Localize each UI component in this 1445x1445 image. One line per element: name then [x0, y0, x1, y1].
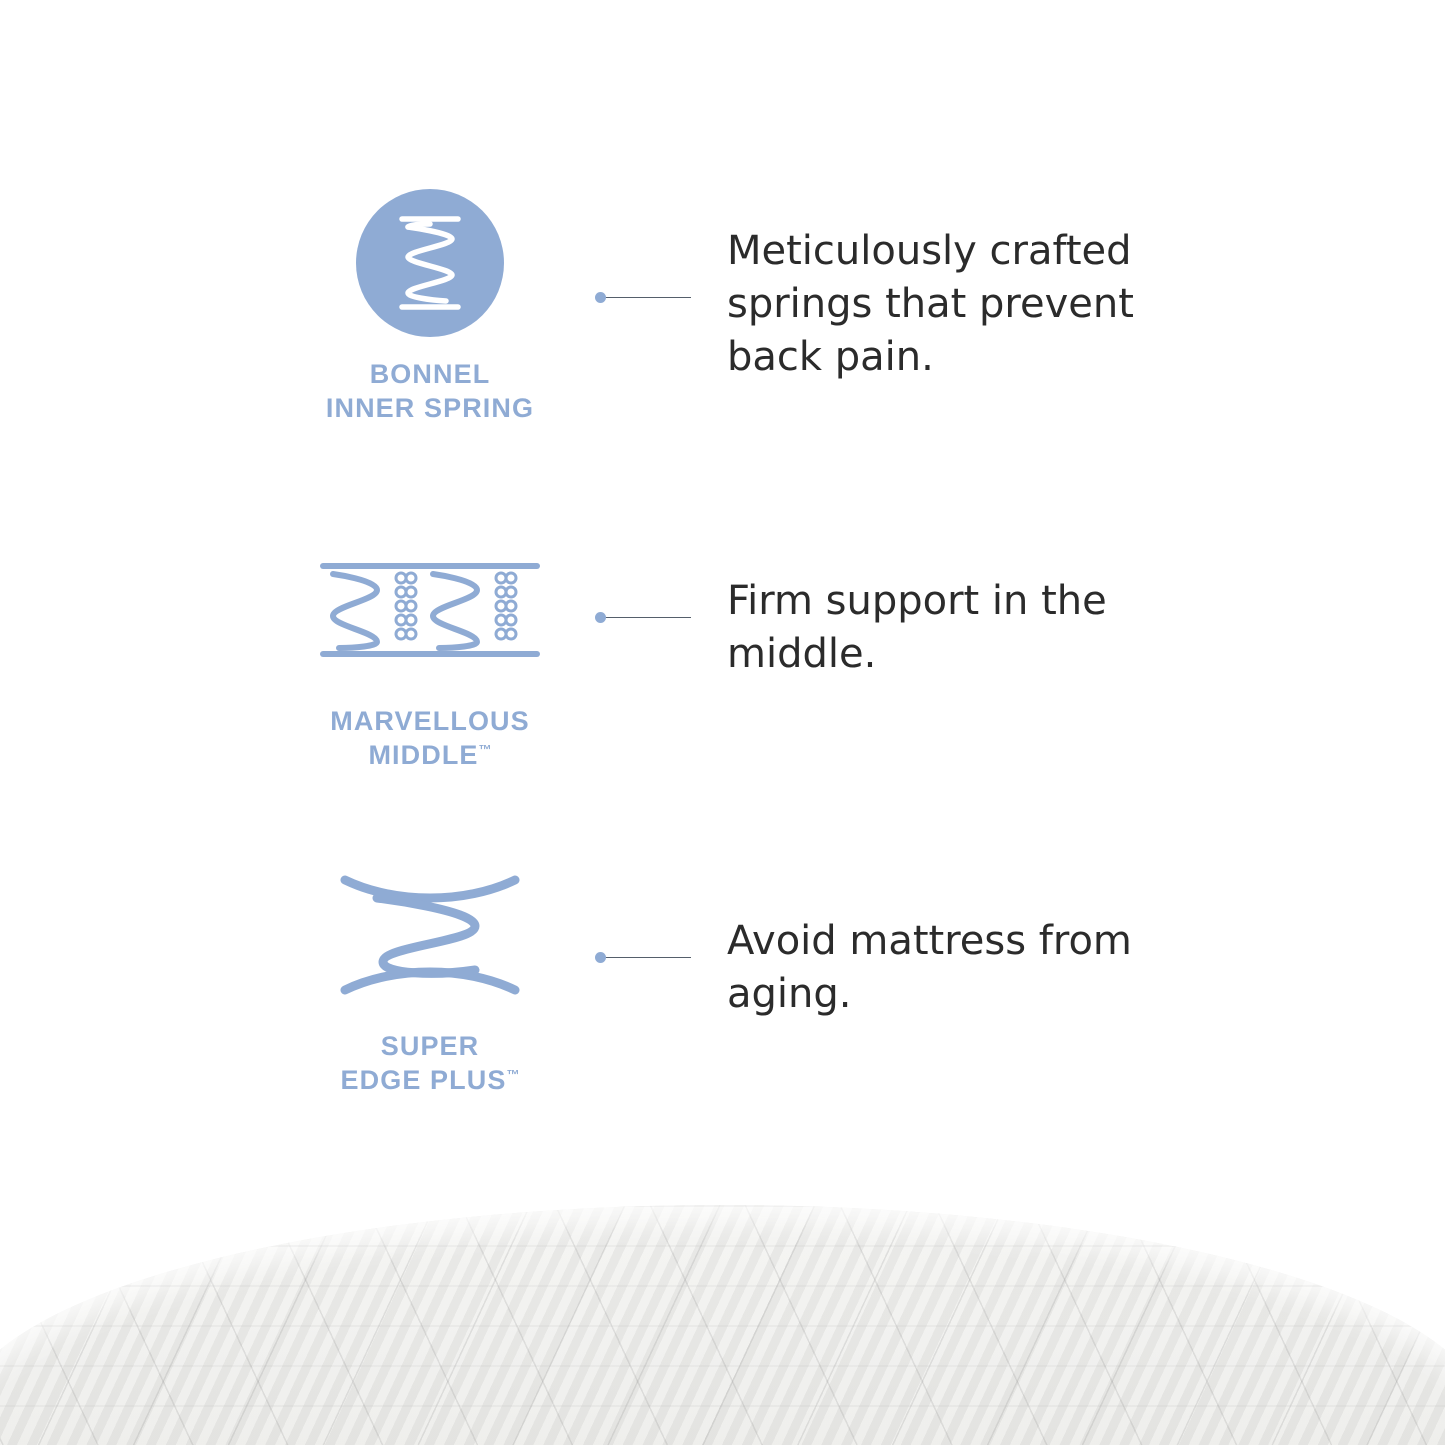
feature-caption-line-1: SUPER — [380, 1031, 480, 1061]
feature-row — [0, 480, 1445, 810]
quilted-mattress-top-image — [0, 1185, 1445, 1445]
connector-dot — [595, 952, 606, 963]
feature-caption-line-1: MARVELLOUS — [330, 706, 530, 736]
feature-caption-line-1: BONNEL — [369, 359, 491, 389]
super-edge-plus-icon — [280, 850, 580, 1020]
connector-dot — [595, 612, 606, 623]
connector-stroke — [606, 617, 691, 618]
connector-stroke — [606, 957, 691, 958]
feature-caption-line-2: MIDDLE™ — [368, 739, 492, 770]
feature-description: Avoid mattress from aging. — [727, 918, 1132, 1017]
feature-caption — [280, 358, 580, 426]
feature-icon-block-super-edge — [280, 850, 580, 1098]
feature-description: Firm support in the middle. — [727, 578, 1107, 677]
connector-line — [595, 610, 691, 624]
connector-line — [595, 290, 691, 304]
mattress-quilting-texture — [0, 1205, 1445, 1445]
feature-caption-line-2: INNER SPRING — [325, 392, 535, 423]
feature-icon-block-marvellous — [280, 525, 580, 773]
mattress-surface — [0, 1205, 1445, 1445]
marvellous-middle-icon — [280, 525, 580, 695]
trademark-symbol: ™ — [478, 741, 492, 757]
feature-caption — [280, 705, 580, 773]
feature-caption — [280, 1030, 580, 1098]
feature-caption-line-2: EDGE PLUS™ — [340, 1064, 520, 1095]
connector-stroke — [606, 297, 691, 298]
trademark-symbol: ™ — [506, 1066, 520, 1082]
connector-line — [595, 950, 691, 964]
feature-row — [0, 150, 1445, 480]
feature-row — [0, 810, 1445, 1140]
connector-dot — [595, 292, 606, 303]
bonnel-inner-spring-icon — [280, 178, 580, 348]
feature-icon-block-bonnel — [280, 178, 580, 426]
feature-description: Meticulously crafted springs that prevent back pain. — [727, 228, 1134, 380]
feature-list — [0, 150, 1445, 1140]
